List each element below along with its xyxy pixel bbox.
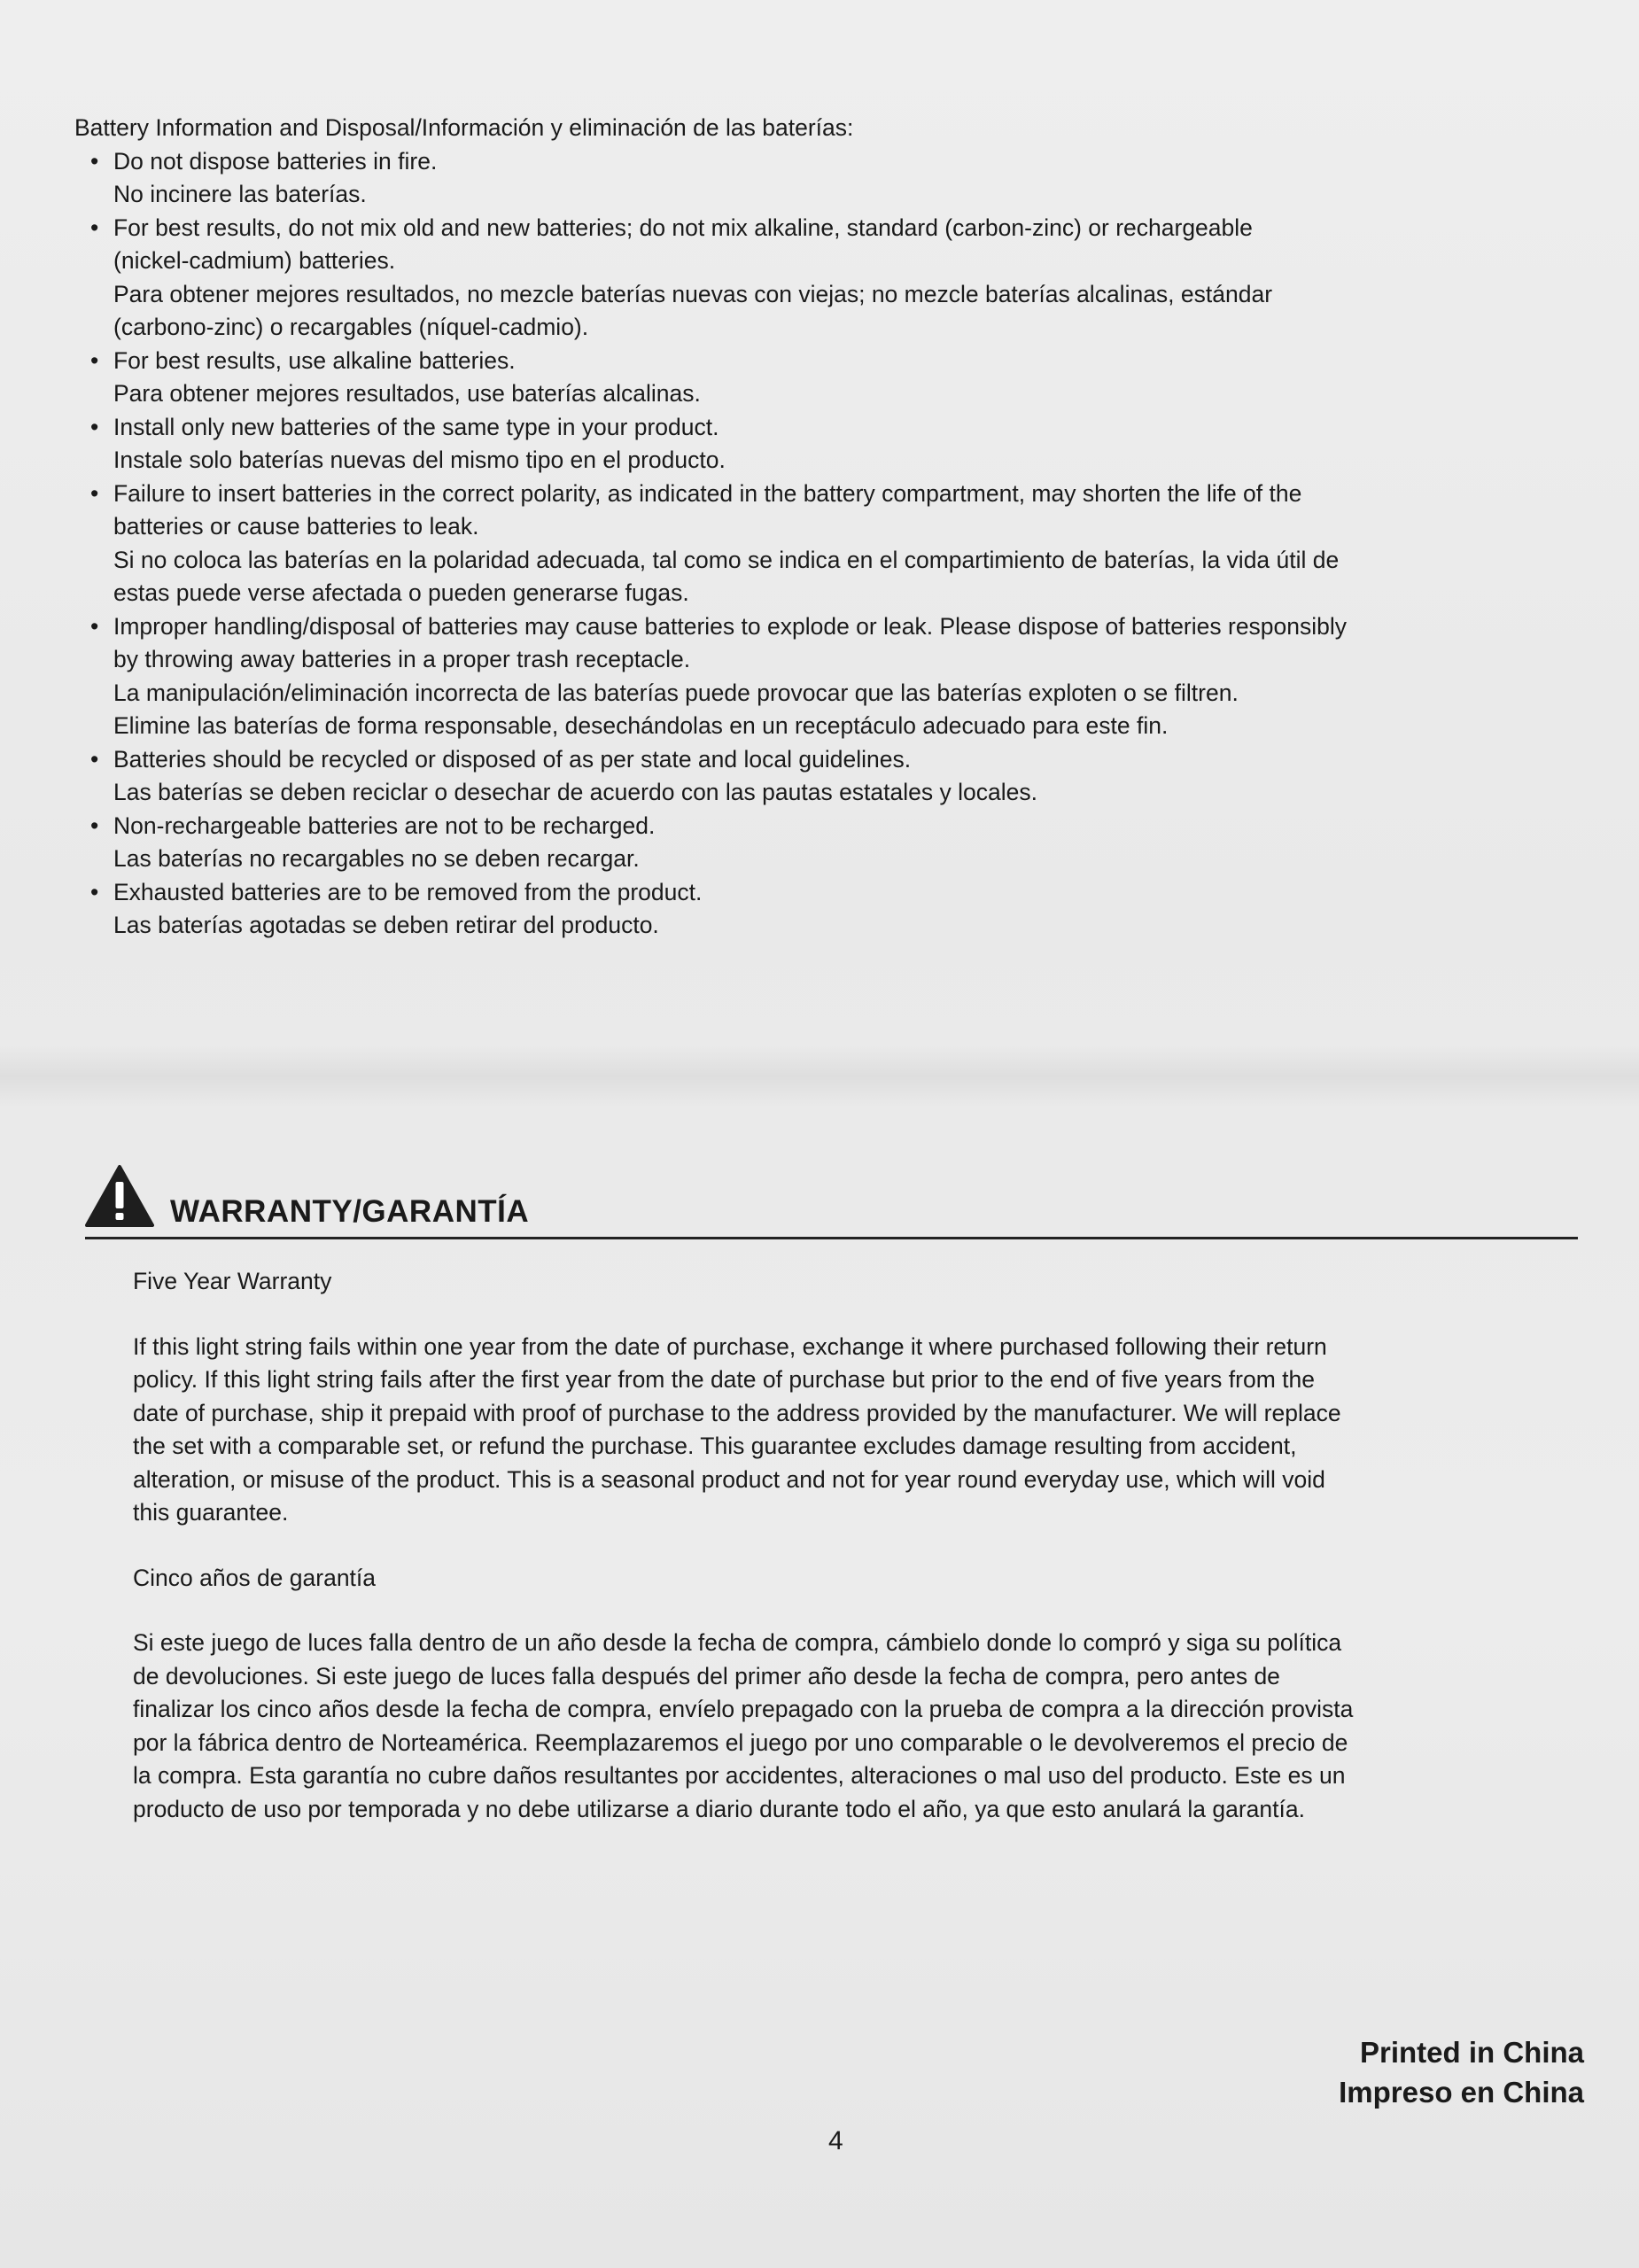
bullet-line: No incinere las baterías.: [113, 181, 367, 207]
bullet-line: estas puede verse afectada o pueden generarse fugas.: [113, 579, 689, 606]
bullet-line: Las baterías agotadas se deben retirar del producto.: [113, 912, 659, 938]
bullet-line: (nickel-cadmium) batteries.: [113, 247, 396, 274]
printed-in-block: [1339, 2032, 1584, 2112]
bullet-line: batteries or cause batteries to leak.: [113, 513, 479, 540]
battery-bullet-item: [113, 610, 1527, 743]
bullet-line: Las baterías se deben reciclar o desechar de acuerdo con las pautas estatales y locales.: [113, 779, 1037, 805]
bullet-line: • Install only new batteries of the same type in your product.: [113, 413, 719, 440]
bullet-line: • Do not dispose batteries in fire.: [113, 147, 438, 175]
paragraph-line: date of purchase, ship it prepaid with proof of purchase to the address provided by the manufacturer. We will replace: [133, 1399, 1341, 1426]
paragraph-line: this guarantee.: [133, 1499, 289, 1526]
battery-bullet-item: [113, 411, 1527, 478]
section-divider: [85, 1237, 1578, 1239]
paragraph-line: la compra. Esta garantía no cubre daños resultantes por accidentes, alteraciones o mal uso del producto. Este es un: [133, 1762, 1346, 1789]
paragraph-line: de devoluciones. Si este juego de luces falla después del primer año desde la fecha de compra, pero antes de: [133, 1662, 1280, 1689]
paragraph-line: If this light string fails within one year from the date of purchase, exchange it where purchased following their return: [133, 1332, 1327, 1360]
bullet-line: • Improper handling/disposal of batteries may cause batteries to explode or leak. Please dispose of batteries responsibly: [113, 612, 1348, 640]
bullet-line: • For best results, use alkaline batteries.: [113, 346, 516, 374]
bullet-line: Para obtener mejores resultados, no mezcle baterías nuevas con viejas; no mezcle baterías alcalinas, estándar: [113, 280, 1273, 307]
bullet-line: • Non-rechargeable batteries are not to be recharged.: [113, 812, 656, 839]
bullet-line: (carbono-zinc) o recargables (níquel-cadmio).: [113, 314, 589, 340]
warranty-es-text: [133, 1627, 1515, 1826]
paragraph-line: finalizar los cinco años desde la fecha de compra, envíelo prepagado con la prueba de compra a la dirección provista: [133, 1696, 1354, 1722]
paragraph-line: the set with a comparable set, or refund the purchase. This guarantee excludes damage resulting from accident,: [133, 1433, 1297, 1459]
bullet-line: La manipulación/eliminación incorrecta de las baterías puede provocar que las baterías exploten o se filtren.: [113, 679, 1239, 706]
warranty-body: [133, 1265, 1515, 1826]
bullet-line: • Failure to insert batteries in the correct polarity, as indicated in the battery compartment, may shorten the life of the: [113, 479, 1302, 507]
bullet-line: Las baterías no recargables no se deben recargar.: [113, 845, 640, 872]
battery-bullet-item: [113, 478, 1527, 610]
warning-icon: [85, 1164, 154, 1228]
paragraph-line: policy. If this light string fails after the first year from the date of purchase but prior to the end of five years from the: [133, 1366, 1315, 1393]
warranty-en-heading: Five Year Warranty: [133, 1268, 332, 1294]
battery-bullet-item: [113, 810, 1527, 876]
battery-bullet-item: [113, 876, 1527, 943]
bullet-line: • Batteries should be recycled or disposed of as per state and local guidelines.: [113, 745, 912, 773]
battery-bullet-item: [113, 345, 1527, 411]
battery-bullet-item: [113, 743, 1527, 810]
paragraph-line: producto de uso por temporada y no debe utilizarse a diario durante todo el año, ya que esto anulará la garantía.: [133, 1795, 1305, 1822]
battery-info-section: [74, 112, 1527, 943]
printed-in-china: Printed in China: [1359, 2036, 1584, 2069]
bullet-line: Instale solo baterías nuevas del mismo tipo en el producto.: [113, 447, 726, 473]
bullet-line: • For best results, do not mix old and new batteries; do not mix alkaline, standard (carbon-zinc) or rechargeable: [113, 214, 1253, 241]
bullet-line: • Exhausted batteries are to be removed from the product.: [113, 878, 703, 905]
warranty-en-text: [133, 1331, 1515, 1530]
page-number: 4: [828, 2126, 843, 2155]
bullet-line: Para obtener mejores resultados, use baterías alcalinas.: [113, 380, 701, 407]
battery-bullet-item: [113, 145, 1527, 212]
paragraph-line: alteration, or misuse of the product. This is a seasonal product and not for year round everyday use, which will void: [133, 1465, 1325, 1493]
battery-info-heading: Battery Information and Disposal/Información y eliminación de las baterías:: [74, 114, 854, 141]
paper-fold-shadow: [0, 1045, 1639, 1107]
warranty-title: WARRANTY/GARANTÍA: [170, 1194, 530, 1229]
paragraph-line: Si este juego de luces falla dentro de un año desde la fecha de compra, cámbielo donde lo compró y siga su política: [133, 1629, 1342, 1656]
warranty-header: [85, 1164, 1578, 1246]
bullet-line: Si no coloca las baterías en la polaridad adecuada, tal como se indica en el compartimiento de baterías, la vida útil de: [113, 546, 1340, 573]
impreso-en-china: Impreso en China: [1339, 2076, 1584, 2109]
bullet-line: Elimine las baterías de forma responsable, desechándolas en un receptáculo adecuado para este fin.: [113, 712, 1169, 739]
battery-bullet-list: [74, 145, 1527, 943]
warranty-es-heading: Cinco años de garantía: [133, 1564, 377, 1591]
paragraph-line: por la fábrica dentro de Norteamérica. Reemplazaremos el juego por uno comparable o le devolveremos el precio de: [133, 1728, 1348, 1756]
battery-bullet-item: [113, 212, 1527, 345]
bullet-line: by throwing away batteries in a proper trash receptacle.: [113, 646, 691, 672]
